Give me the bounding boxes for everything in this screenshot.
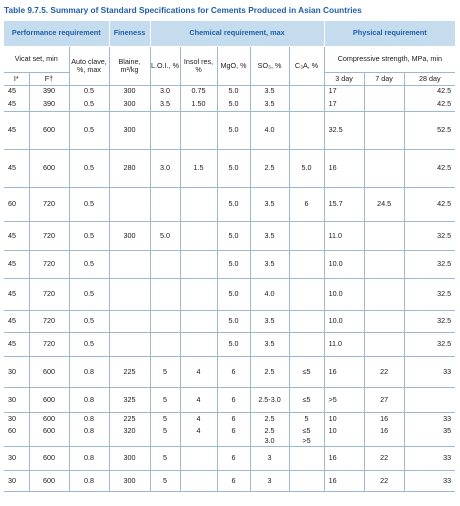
table-cell: 720 <box>29 221 69 250</box>
table-cell: 6 <box>217 470 250 491</box>
table-cell: 5.0 <box>150 221 180 250</box>
table-cell: 60 <box>8 426 16 435</box>
table-cell: 6 <box>289 187 324 221</box>
header-3day: 3 day <box>324 72 364 85</box>
table-cell: 45 <box>4 250 29 278</box>
table-cell: 5 <box>150 412 180 425</box>
table-cell: 0.5 <box>69 149 109 187</box>
table-cell: 0.5 <box>69 97 109 111</box>
table-cell: 5 <box>150 356 180 387</box>
table-cell: 15.7 <box>324 187 364 221</box>
table-cell: 4 <box>180 412 217 425</box>
table-cell: 0.8 <box>69 470 109 491</box>
table-cell: 5 <box>150 425 180 437</box>
table-cell: 280 <box>109 149 150 187</box>
table-cell: 720 <box>29 250 69 278</box>
table-cell: 30 <box>4 356 29 387</box>
table-cell: 32.5 <box>404 310 455 332</box>
group-performance: Performance requirement <box>4 21 109 46</box>
table-cell <box>289 310 324 332</box>
table-cell: 5.0 <box>217 278 250 310</box>
table-cell <box>364 437 404 446</box>
table-cell: 3.5 <box>250 250 289 278</box>
table-cell <box>364 310 404 332</box>
table-cell: 33 <box>404 412 455 425</box>
table-cell: 16 <box>324 356 364 387</box>
table-cell <box>180 187 217 221</box>
table-cell <box>109 310 150 332</box>
table-cell: 10.0 <box>324 310 364 332</box>
header-so3: SO₃, % <box>250 46 289 85</box>
table-cell: 4.0 <box>250 111 289 149</box>
table-cell <box>289 446 324 470</box>
table-cell: 390 <box>29 97 69 111</box>
table-cell: 11.0 <box>324 221 364 250</box>
table-cell: 600 <box>29 387 69 412</box>
table-cell: 3.5 <box>250 310 289 332</box>
group-chemical: Chemical requirement, max <box>150 21 324 46</box>
table-cell <box>364 97 404 111</box>
table-cell: 600 <box>29 470 69 491</box>
header-loi: L.O.I., % <box>150 46 180 85</box>
table-cell: 45 <box>4 278 29 310</box>
table-cell: 42.5 <box>404 187 455 221</box>
table-cell: 225 <box>109 412 150 425</box>
table-cell: 720 <box>29 310 69 332</box>
table-cell <box>150 437 180 446</box>
table-row <box>4 425 455 437</box>
table-cell <box>364 250 404 278</box>
table-cell: 27 <box>364 387 404 412</box>
table-row <box>4 356 455 387</box>
table-cell: 5.0 <box>289 149 324 187</box>
table-cell: 2.5 <box>250 356 289 387</box>
table-cell: 600 <box>29 425 69 437</box>
table-cell <box>289 470 324 491</box>
table-cell: 320 <box>109 425 150 437</box>
table-cell <box>69 437 109 446</box>
table-cell: 45 <box>4 111 29 149</box>
header-insol: Insol res, % <box>180 46 217 85</box>
table-body <box>4 85 455 491</box>
table-cell: ≤5 <box>289 387 324 412</box>
table-cell: 5 <box>150 470 180 491</box>
table-cell: 0.75 <box>180 85 217 97</box>
table-cell: 3.5 <box>250 221 289 250</box>
table-cell <box>324 437 364 446</box>
table-row <box>4 85 455 97</box>
table-cell: 4 <box>180 387 217 412</box>
header-c3a: C₃A, % <box>289 46 324 85</box>
table-cell: 3 <box>250 446 289 470</box>
table-cell: 3.5 <box>250 97 289 111</box>
table-cell: 720 <box>29 187 69 221</box>
table-cell <box>180 111 217 149</box>
table-cell: 6 <box>217 425 250 437</box>
table-cell: 0.8 <box>69 356 109 387</box>
table-cell <box>180 250 217 278</box>
table-cell: 16 <box>324 470 364 491</box>
table-cell <box>180 221 217 250</box>
table-row <box>4 446 455 470</box>
table-cell <box>404 387 455 412</box>
table-title: Table 9.7.5. Summary of Standard Specifications for Cements Produced in Asian Countries <box>4 5 362 15</box>
header-vicat: Vicat set, min <box>4 46 69 72</box>
table-cell: 30 <box>4 446 29 470</box>
table-cell: 33 <box>404 356 455 387</box>
table-cell: 3.0 <box>150 85 180 97</box>
table-cell <box>150 332 180 356</box>
table-cell: 5.0 <box>217 332 250 356</box>
table-cell: 0.5 <box>69 111 109 149</box>
table-cell: 33 <box>404 470 455 491</box>
table-cell: 45 <box>4 332 29 356</box>
table-cell: 5 <box>289 412 324 425</box>
table-cell: 42.5 <box>404 85 455 97</box>
table-cell: 45 <box>4 310 29 332</box>
table-cell: 0.5 <box>69 85 109 97</box>
table-cell <box>180 332 217 356</box>
table-cell <box>4 437 29 446</box>
table-cell: 32.5 <box>404 250 455 278</box>
table-cell <box>289 111 324 149</box>
table-cell <box>180 446 217 470</box>
table-cell <box>404 437 455 446</box>
table-cell: 16 <box>324 149 364 187</box>
table-cell: 2.5 <box>250 412 289 425</box>
header-28day: 28 day <box>404 72 455 85</box>
header-compressive: Compressive strength, MPa, min <box>324 46 455 72</box>
table-cell <box>364 221 404 250</box>
table-cell: 60 <box>4 187 29 221</box>
table-cell: 17 <box>324 97 364 111</box>
table-cell: 2.5-3.0 <box>250 387 289 412</box>
table-cell: 22 <box>364 446 404 470</box>
table-cell <box>364 332 404 356</box>
header-mgo: MgO, % <box>217 46 250 85</box>
header-initial: I* <box>4 72 29 85</box>
table-row <box>4 187 455 221</box>
header-autoclave: Auto clave, %, max <box>69 46 109 85</box>
table-cell: 2.5 <box>250 425 289 437</box>
table-cell: 0.8 <box>69 446 109 470</box>
table-cell: 300 <box>109 470 150 491</box>
table-cell: 11.0 <box>324 332 364 356</box>
table-cell <box>364 149 404 187</box>
table-cell <box>180 437 217 446</box>
table-cell: 720 <box>29 332 69 356</box>
table-cell <box>109 187 150 221</box>
group-physical: Physical requirement <box>324 21 455 46</box>
table-cell: 0.8 <box>69 412 109 425</box>
table-cell: 300 <box>109 111 150 149</box>
table-cell: 22 <box>364 356 404 387</box>
table-cell: 1.50 <box>180 97 217 111</box>
table-cell <box>109 437 150 446</box>
table-cell <box>364 111 404 149</box>
table-cell: 3.5 <box>150 97 180 111</box>
table-cell: 10.0 <box>324 278 364 310</box>
table-cell: 600 <box>29 149 69 187</box>
table-cell: 6 <box>217 387 250 412</box>
table-cell: 300 <box>109 97 150 111</box>
table-cell: 45 <box>4 149 29 187</box>
table-cell <box>180 278 217 310</box>
table-cell: 16 <box>364 425 404 437</box>
table-cell: 6 <box>217 412 250 425</box>
table-cell <box>180 470 217 491</box>
table-cell: 3.0 <box>150 149 180 187</box>
table-cell: 3.5 <box>250 187 289 221</box>
table-row <box>4 437 455 446</box>
table-cell: 16 <box>324 446 364 470</box>
table-cell: 10 <box>324 412 364 425</box>
table-cell: 10 <box>324 425 364 437</box>
table-cell <box>180 310 217 332</box>
table-cell: >5 <box>289 437 324 446</box>
table-cell: 16 <box>364 412 404 425</box>
table-cell: 720 <box>29 278 69 310</box>
table-cell <box>289 250 324 278</box>
table-cell: 4 <box>180 356 217 387</box>
table-cell: 0.5 <box>69 250 109 278</box>
table-cell: 600 <box>29 111 69 149</box>
table-cell: 5 <box>150 446 180 470</box>
table-cell: 0.5 <box>69 278 109 310</box>
table-cell: 3.0 <box>250 437 289 446</box>
table-row <box>4 250 455 278</box>
table-cell: 600 <box>29 446 69 470</box>
table-cell <box>109 332 150 356</box>
table-cell: >5 <box>324 387 364 412</box>
table-cell <box>289 221 324 250</box>
table-cell: 0.5 <box>69 310 109 332</box>
table-cell <box>150 111 180 149</box>
table-cell <box>289 85 324 97</box>
specifications-table <box>4 21 455 492</box>
table-cell: 24.5 <box>364 187 404 221</box>
table-cell: 35 <box>404 425 455 437</box>
table-cell: 45 <box>4 221 29 250</box>
table-cell: 33 <box>404 446 455 470</box>
table-cell: 0.5 <box>69 221 109 250</box>
table-cell: 0.8 <box>69 425 109 437</box>
table-cell: 6 <box>217 356 250 387</box>
table-cell <box>364 85 404 97</box>
table-cell: ≤5 <box>289 356 324 387</box>
table-cell: 4.0 <box>250 278 289 310</box>
table-cell: 32.5 <box>404 278 455 310</box>
table-cell: 4 <box>180 425 217 437</box>
table-cell: 5.0 <box>217 310 250 332</box>
table-cell: 32.5 <box>324 111 364 149</box>
table-cell: 2.5 <box>250 149 289 187</box>
table-cell <box>289 332 324 356</box>
header-final: F† <box>29 72 69 85</box>
table-cell: 32.5 <box>404 221 455 250</box>
table-cell <box>109 250 150 278</box>
table-row <box>4 111 455 149</box>
table-cell: 3.5 <box>250 85 289 97</box>
group-fineness: Fineness <box>109 21 150 46</box>
header-blaine: Blaine, m²/kg <box>109 46 150 85</box>
table-row <box>4 221 455 250</box>
table-cell: 600 <box>29 412 69 425</box>
table-cell: 325 <box>109 387 150 412</box>
table-cell <box>150 278 180 310</box>
table-row <box>4 387 455 412</box>
table-cell: 300 <box>109 221 150 250</box>
table-cell: 5.0 <box>217 111 250 149</box>
table-cell: 5.0 <box>217 97 250 111</box>
table-cell: 6 <box>217 446 250 470</box>
table-cell: 52.5 <box>404 111 455 149</box>
table-cell: 32.5 <box>404 332 455 356</box>
table-cell <box>150 187 180 221</box>
table-cell: 600 <box>29 356 69 387</box>
table-cell: 0.5 <box>69 187 109 221</box>
table-cell: 390 <box>29 85 69 97</box>
table-cell: 5.0 <box>217 221 250 250</box>
table-cell: 42.5 <box>404 97 455 111</box>
table-cell: 5 <box>150 387 180 412</box>
table-row <box>4 149 455 187</box>
table-cell <box>150 250 180 278</box>
table-cell: 300 <box>109 85 150 97</box>
table-row <box>4 278 455 310</box>
table-cell: 45 <box>8 98 16 108</box>
table-cell: 5.0 <box>217 85 250 97</box>
table-cell: ≤5 <box>289 425 324 437</box>
table-row <box>4 310 455 332</box>
table-cell <box>289 278 324 310</box>
table-cell <box>150 310 180 332</box>
table-cell <box>109 278 150 310</box>
table-row <box>4 470 455 491</box>
table-cell: 17 <box>324 85 364 97</box>
header-7day: 7 day <box>364 72 404 85</box>
table-cell: 10.0 <box>324 250 364 278</box>
table-row <box>4 332 455 356</box>
table-cell: 5.0 <box>217 187 250 221</box>
table-row <box>4 412 455 425</box>
table-cell: 0.8 <box>69 387 109 412</box>
table-cell: 1.5 <box>180 149 217 187</box>
table-cell <box>29 437 69 446</box>
table-cell: 30 <box>4 470 29 491</box>
table-cell: 3 <box>250 470 289 491</box>
table-cell: 0.5 <box>69 332 109 356</box>
table-cell: 22 <box>364 470 404 491</box>
table-cell: 225 <box>109 356 150 387</box>
table-cell <box>289 97 324 111</box>
table-cell: 5.0 <box>217 250 250 278</box>
table-cell: 5.0 <box>217 149 250 187</box>
table-cell: 42.5 <box>404 149 455 187</box>
table-cell <box>364 278 404 310</box>
table-cell: 30 <box>4 387 29 412</box>
table-cell <box>217 437 250 446</box>
table-cell: 300 <box>109 446 150 470</box>
table-cell: 45 <box>4 85 29 97</box>
table-cell: 3.5 <box>250 332 289 356</box>
table-row <box>4 97 455 111</box>
table-cell: 30 <box>4 412 29 425</box>
